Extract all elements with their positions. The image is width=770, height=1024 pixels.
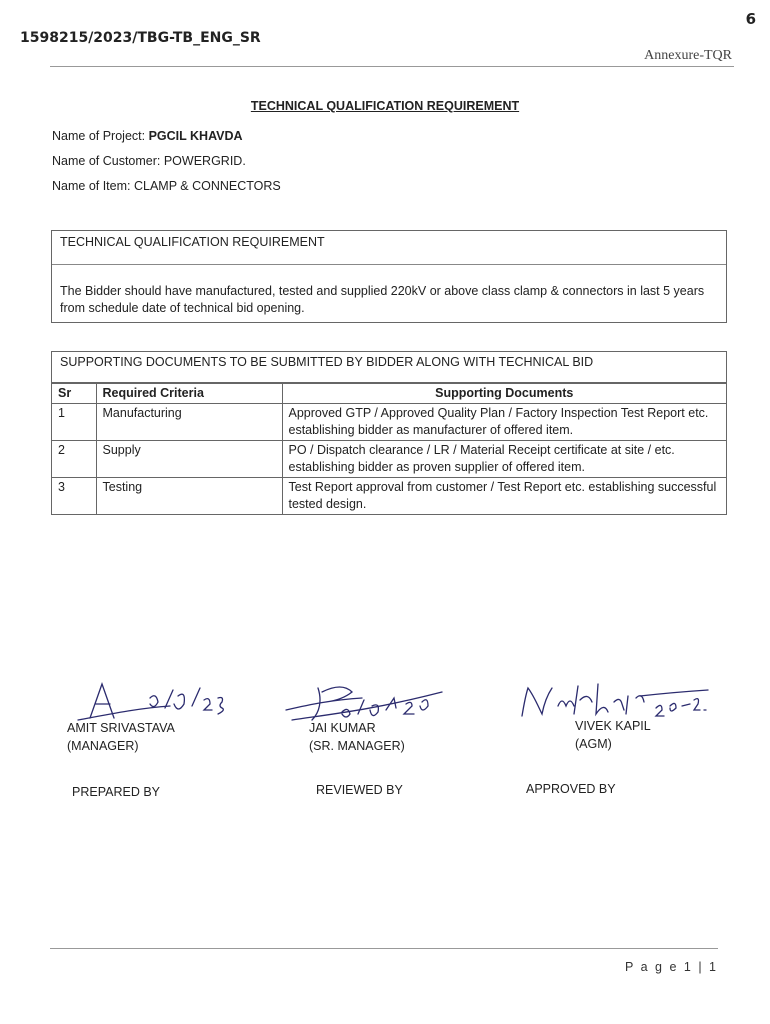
row-criteria: Supply (96, 441, 282, 478)
row-documents: Approved GTP / Approved Quality Plan / Factory Inspection Test Report etc. establishing bidder as manufacturer of offered item. (282, 404, 726, 441)
row-criteria: Manufacturing (96, 404, 282, 441)
signatory-name: AMIT SRIVASTAVA (67, 721, 175, 735)
supporting-documents-box (51, 351, 727, 515)
table-row (52, 404, 726, 441)
signature-amit-srivastava (70, 678, 240, 724)
table-row (52, 478, 726, 515)
row-sr: 3 (52, 478, 96, 515)
supporting-documents-table (52, 383, 726, 514)
item-line: Name of Item: CLAMP & CONNECTORS (52, 179, 281, 193)
project-label: Name of Project: (52, 129, 146, 143)
signatory-designation: (SR. MANAGER) (309, 739, 405, 753)
signatory-amit-srivastava (67, 719, 175, 755)
table-header-row (52, 384, 726, 404)
tqr-text: The Bidder should have manufactured, tested and supplied 220kV or above class clamp & connectors in last 5 years from schedule date of technical bid opening. (60, 284, 705, 315)
row-documents: Test Report approval from customer / Test Report etc. establishing successful tested design. (282, 478, 726, 515)
signatory-vivek-kapil (575, 717, 651, 753)
header-criteria: Required Criteria (96, 384, 282, 404)
page-number: 6 (745, 10, 756, 28)
row-documents: PO / Dispatch clearance / LR / Material Receipt certificate at site / etc. establishing bidder as proven supplier of offered item. (282, 441, 726, 478)
tqr-heading: TECHNICAL QUALIFICATION REQUIREMENT (52, 231, 726, 265)
project-value: PGCIL KHAVDA (148, 129, 243, 143)
signatory-name: JAI KUMAR (309, 721, 376, 735)
signatory-name: VIVEK KAPIL (575, 719, 651, 733)
document-title: TECHNICAL QUALIFICATION REQUIREMENT (250, 99, 520, 113)
table-row (52, 441, 726, 478)
page-footer: P a g e 1 | 1 (625, 960, 718, 974)
footer-divider (50, 948, 718, 949)
approved-by-label: APPROVED BY (526, 782, 616, 796)
signatory-designation: (MANAGER) (67, 739, 139, 753)
prepared-by-label: PREPARED BY (72, 785, 160, 799)
header-sr: Sr (52, 384, 96, 404)
row-sr: 2 (52, 441, 96, 478)
row-criteria: Testing (96, 478, 282, 515)
project-line (52, 129, 243, 143)
customer-line: Name of Customer: POWERGRID. (52, 154, 246, 168)
annexure-label: Annexure-TQR (644, 48, 732, 63)
supporting-documents-heading: SUPPORTING DOCUMENTS TO BE SUBMITTED BY BIDDER ALONG WITH TECHNICAL BID (52, 352, 726, 383)
tqr-box (51, 230, 727, 323)
header-documents: Supporting Documents (282, 384, 726, 404)
signature-vivek-kapil (518, 676, 718, 722)
reviewed-by-label: REVIEWED BY (316, 783, 403, 797)
row-sr: 1 (52, 404, 96, 441)
signatory-designation: (AGM) (575, 737, 612, 751)
document-reference: 1598215/2023/TBG-TB_ENG_SR (20, 30, 261, 46)
signatory-jai-kumar (309, 719, 405, 755)
header-divider (50, 66, 734, 67)
